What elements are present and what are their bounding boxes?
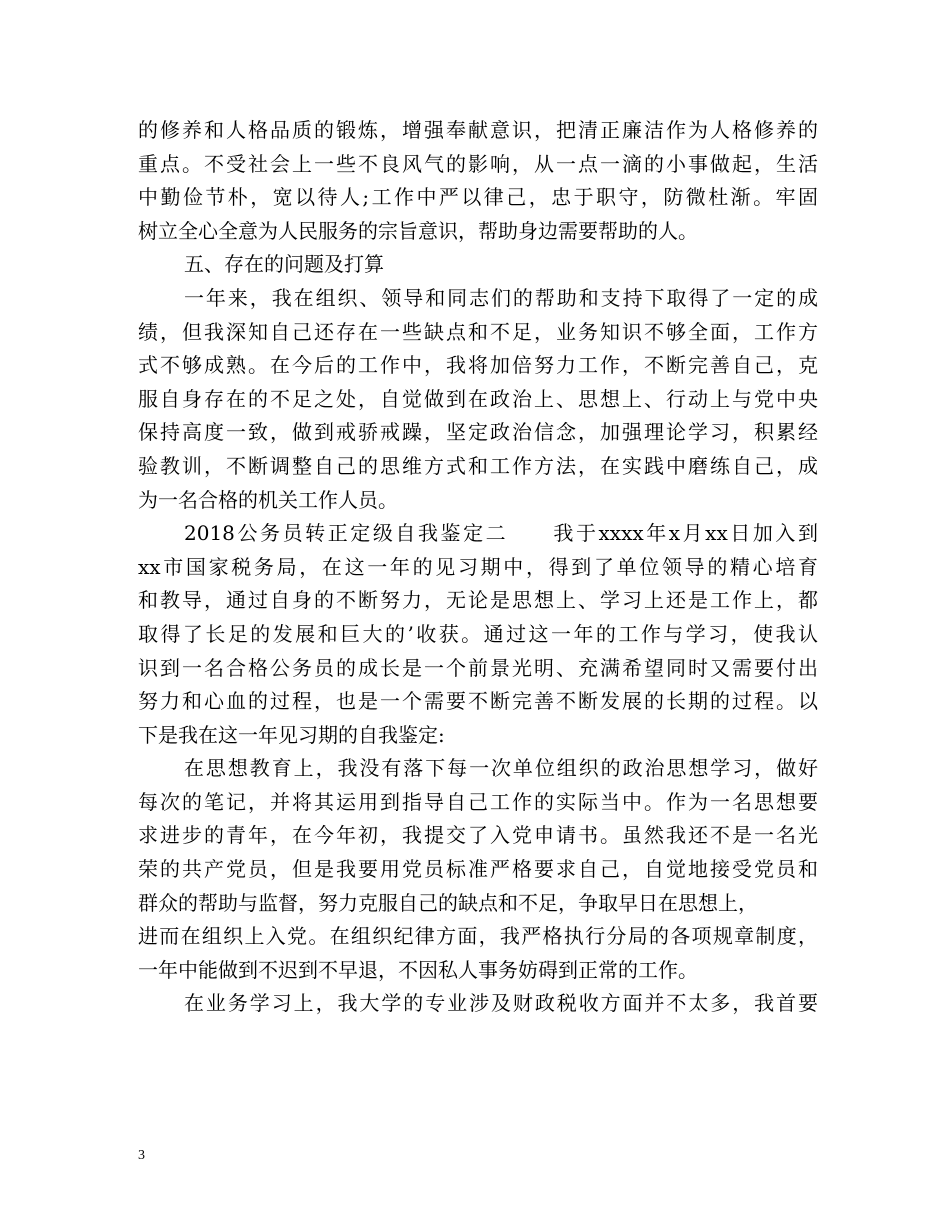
text-line: 和教导，通过自身的不断努力，无论是思想上、学习上还是工作上，都 <box>138 588 818 613</box>
text-line: 树立全心全意为人民服务的宗旨意识，帮助身边需要帮助的人。 <box>138 218 698 243</box>
text-line: 进而在组织上入党。在组织纪律方面，我严格执行分局的各项规章制度， <box>138 924 818 949</box>
text-line: 保持高度一致，做到戒骄戒躁，坚定政治信念，加强理论学习，积累经 <box>138 420 818 445</box>
text-line: 2018公务员转正定级自我鉴定二 我于xxxx年x月xx日加入到 <box>184 521 818 546</box>
text-line: 式不够成熟。在今后的工作中，我将加倍努力工作，不断完善自己，克 <box>138 353 818 378</box>
page-number: 3 <box>138 1148 145 1163</box>
text-line: 荣的共产党员，但是我要用党员标准严格要求自己，自觉地接受党员和 <box>138 857 818 882</box>
text-line: 验教训，不断调整自己的思维方式和工作方法，在实践中磨练自己，成 <box>138 453 818 478</box>
text-line: 一年来，我在组织、领导和同志们的帮助和支持下取得了一定的成 <box>184 285 818 310</box>
text-line: 每次的笔记，并将其运用到指导自己工作的实际当中。作为一名思想要 <box>138 789 818 814</box>
text-line: 重点。不受社会上一些不良风气的影响，从一点一滴的小事做起，生活 <box>138 151 818 176</box>
text-line: 群众的帮助与监督，努力克服自己的缺点和不足，争取早日在思想上， <box>138 890 758 915</box>
text-line: 求进步的青年，在今年初，我提交了入党申请书。虽然我还不是一名光 <box>138 823 818 848</box>
text-line: 为一名合格的机关工作人员。 <box>138 487 398 512</box>
text-line: 在思想教育上，我没有落下每一次单位组织的政治思想学习，做好 <box>184 756 818 781</box>
text-line: 绩，但我深知自己还存在一些缺点和不足，业务知识不够全面，工作方 <box>138 319 818 344</box>
text-line: xx市国家税务局，在这一年的见习期中，得到了单位领导的精心培育 <box>138 554 818 579</box>
text-line: 中勤俭节朴，宽以待人;工作中严以律己，忠于职守，防微杜渐。牢固 <box>138 185 818 210</box>
body-text <box>138 114 818 1021</box>
section-heading: 五、存在的问题及打算 <box>184 252 384 277</box>
text-line: 识到一名合格公务员的成长是一个前景光明、充满希望同时又需要付出 <box>138 655 818 680</box>
text-line: 的修养和人格品质的锻炼，增强奉献意识，把清正廉洁作为人格修养的 <box>138 118 818 142</box>
text-line: 努力和心血的过程，也是一个需要不断完善不断发展的长期的过程。以 <box>138 689 818 714</box>
text-line: 服自身存在的不足之处，自觉做到在政治上、思想上、行动上与党中央 <box>138 386 818 411</box>
text-line: 一年中能做到不迟到不早退，不因私人事务妨碍到正常的工作。 <box>138 957 698 982</box>
text-line: 在业务学习上，我大学的专业涉及财政税收方面并不太多，我首要 <box>184 991 818 1016</box>
text-line: 取得了长足的发展和巨大的’收获。通过这一年的工作与学习，使我认 <box>138 621 818 646</box>
text-line: 下是我在这一年见习期的自我鉴定: <box>138 722 445 747</box>
